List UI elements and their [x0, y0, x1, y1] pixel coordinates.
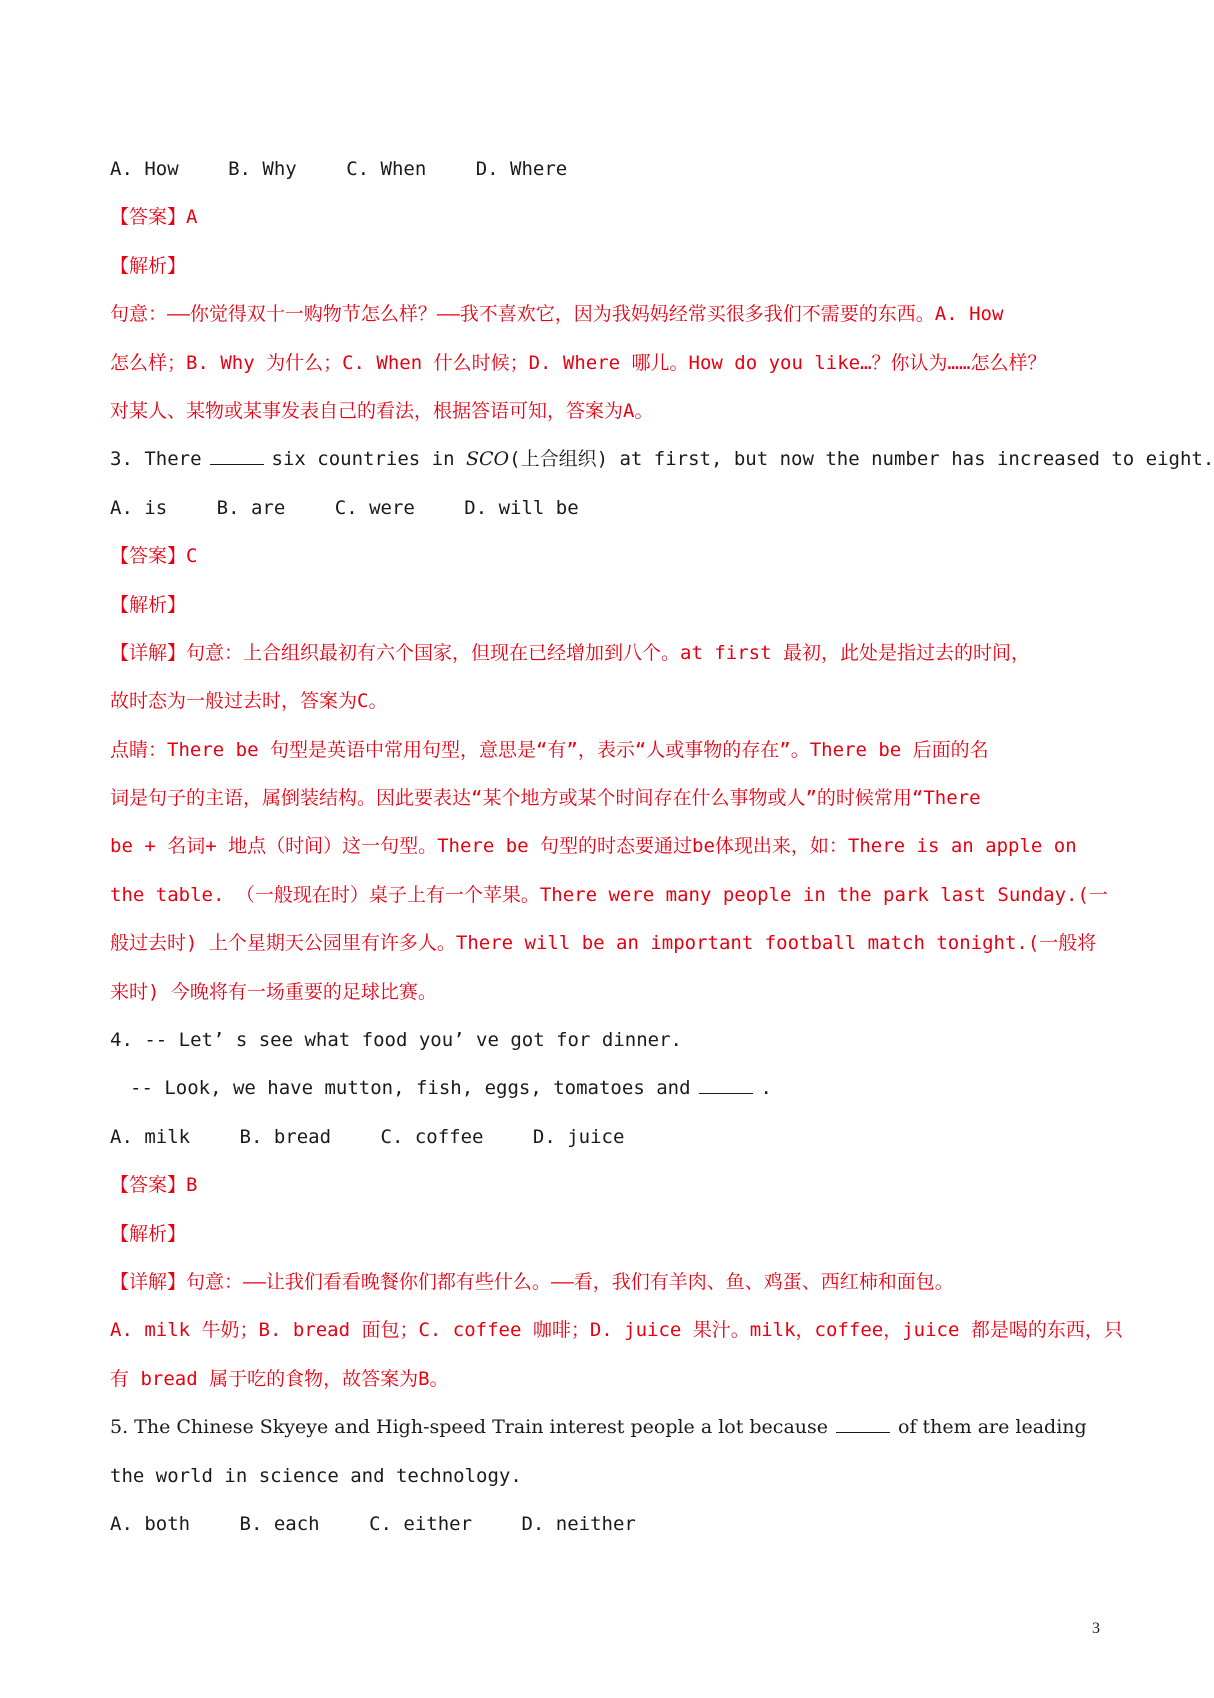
q2-options [110, 145, 1100, 193]
q4-option-c: C. coffee [380, 1125, 484, 1148]
q3-option-c: C. were [334, 496, 415, 519]
q4-stem-line2-after: . [760, 1077, 772, 1100]
q3-stem [110, 435, 1214, 483]
q3-tip-line: 般过去时) 上个星期天公园里有许多人。There will be an important football match tonight.(一般将 [110, 932, 1097, 955]
q4-blank [699, 1079, 753, 1094]
q5-stem-before: 5. The Chinese Skyeye and High-speed Train interest people a lot because [110, 1416, 829, 1439]
q4-explanation-line: 【详解】句意：——让我们看看晚餐你们都有些什么。——看，我们有羊肉、鱼、鸡蛋、西红柿和面包。 [110, 1270, 954, 1293]
q2-option-d: D. Where [475, 158, 568, 180]
q3-stem-middle: six countries in [271, 448, 455, 471]
q3-blank [210, 450, 264, 465]
q3-tip-line: 词是句子的主语，属倒装结构。因此要表达“某个地方或某个时间存在什么事物或人”的时候常用“There [110, 787, 981, 810]
q4-option-a: A. milk [110, 1125, 191, 1148]
q3-tip-line: the table. （一般现在时）桌子上有一个苹果。There were many people in the park last Sunday.(一 [110, 883, 1108, 906]
q4-stem-line2 [110, 1064, 1100, 1112]
q5-stem-line2: the world in science and technology. [110, 1464, 522, 1487]
q3-stem-italic: SCO [466, 448, 510, 471]
q3-tip-line: 点睛：There be 句型是英语中常用句型，意思是“有”，表示“人或事物的存在”。There be 后面的名 [110, 738, 989, 761]
q3-option-b: B. are [216, 496, 286, 519]
page-content [110, 145, 1214, 1548]
q5-options [110, 1500, 1100, 1548]
q3-stem-after: (上合组织) at first, but now the number has increased to eight. [509, 448, 1214, 471]
q2-analysis-label: 【解析】 [110, 254, 187, 277]
q5-option-d: D. neither [521, 1512, 636, 1535]
q4-option-b: B. bread [239, 1125, 332, 1148]
q4-analysis-label: 【解析】 [110, 1222, 187, 1245]
q3-explanation-line: 故时态为一般过去时，答案为C。 [110, 690, 388, 713]
q3-answer: 【答案】C [110, 545, 198, 568]
q4-stem-line2-before: -- Look, we have mutton, fish, eggs, tomatoes and [130, 1077, 691, 1100]
q5-stem-after: of them are leading [898, 1416, 1087, 1439]
q2-explanation-line: 对某人、某物或某事发表自己的看法，根据答语可知，答案为A。 [110, 399, 654, 422]
q3-option-d: D. will be [464, 496, 579, 519]
q4-stem-line1: 4. -- Let’ s see what food you’ ve got for dinner. [110, 1029, 682, 1052]
q3-tip-line: be + 名词+ 地点（时间）这一句型。There be 句型的时态要通过be体现出来，如：There is an apple on [110, 835, 1077, 858]
page-number: 3 [1092, 1620, 1100, 1637]
q5-option-c: C. either [369, 1512, 473, 1535]
q2-option-a: A. How [110, 158, 179, 180]
q3-option-a: A. is [110, 496, 168, 519]
q4-options [110, 1113, 1100, 1161]
q3-stem-before: 3. There [110, 448, 202, 471]
q2-explanation-line: 句意：——你觉得双十一购物节怎么样？——我不喜欢它，因为我妈妈经常买很多我们不需要的东西。A. How [110, 303, 1004, 326]
q4-option-d: D. juice [532, 1125, 625, 1148]
q4-explanation-line: A. milk 牛奶；B. bread 面包；C. coffee 咖啡；D. juice 果汁。milk，coffee，juice 都是喝的东西，只 [110, 1319, 1123, 1342]
q2-explanation-line: 怎么样；B. Why 为什么；C. When 什么时候；D. Where 哪儿。How do you like…？你认为……怎么样？ [110, 351, 1047, 374]
q3-options [110, 484, 1100, 532]
q3-tip-line: 来时) 今晚将有一场重要的足球比赛。 [110, 980, 437, 1003]
q2-option-b: B. Why [228, 158, 297, 180]
q4-explanation-line: 有 bread 属于吃的食物，故答案为B。 [110, 1367, 449, 1390]
q5-stem [110, 1403, 1100, 1451]
q3-explanation-line: 【详解】句意：上合组织最初有六个国家，但现在已经增加到八个。at first 最初，此处是指过去的时间， [110, 641, 1030, 664]
q5-option-b: B. each [239, 1512, 320, 1535]
q5-blank [836, 1418, 890, 1433]
q2-option-c: C. When [346, 158, 427, 180]
q5-option-a: A. both [110, 1512, 191, 1535]
q3-analysis-label: 【解析】 [110, 593, 187, 616]
q4-answer: 【答案】B [110, 1174, 198, 1197]
q2-answer: 【答案】A [110, 206, 198, 229]
